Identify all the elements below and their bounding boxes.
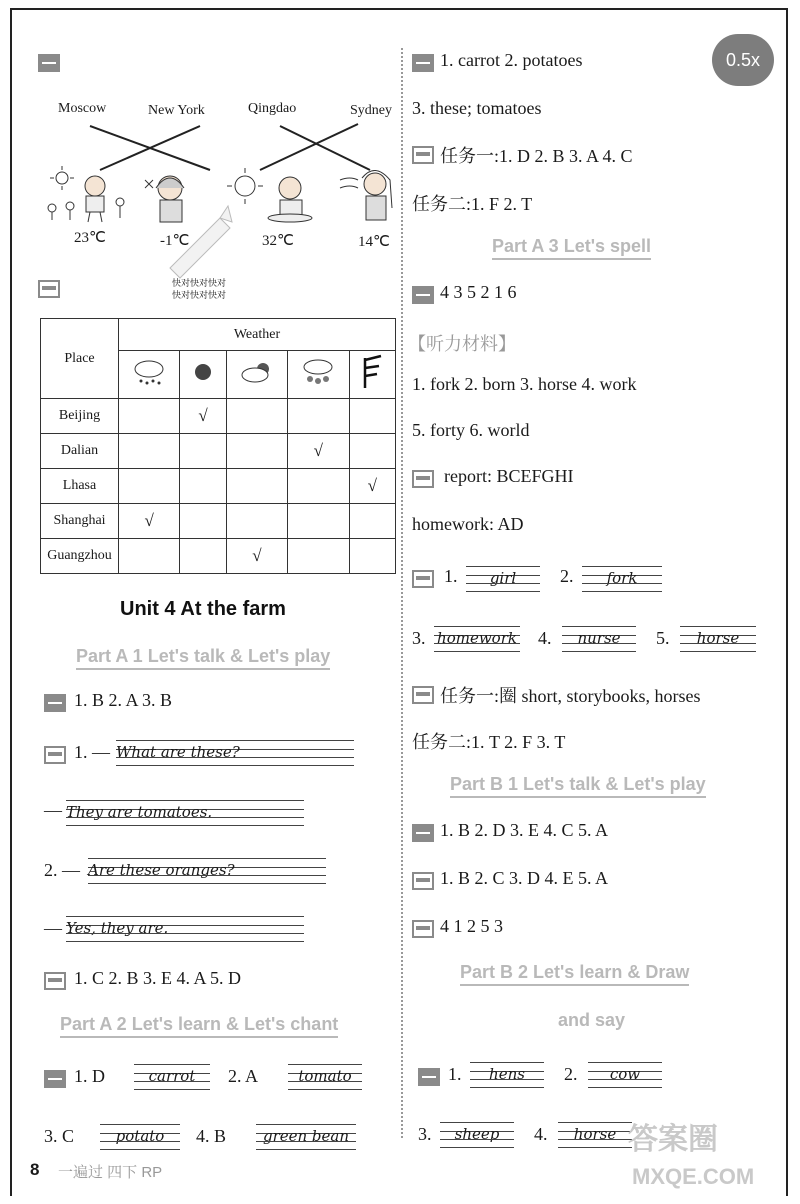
dash: — xyxy=(44,918,62,938)
check-cell xyxy=(349,539,395,574)
question-number: 1. — xyxy=(74,742,110,762)
handwriting-line xyxy=(288,1064,362,1090)
table-row xyxy=(41,469,396,504)
column-divider xyxy=(401,48,403,1138)
check-cell xyxy=(119,539,180,574)
section-4-icon xyxy=(412,686,434,704)
handwriting-line xyxy=(470,1062,544,1088)
section-1-icon xyxy=(412,824,434,842)
table-row xyxy=(41,539,396,574)
handwriting-line xyxy=(466,566,540,592)
check-cell: √ xyxy=(288,434,349,469)
watermark-site: MXQE.COM xyxy=(632,1164,755,1189)
check-cell xyxy=(288,504,349,539)
unit-title: Unit 4 At the farm xyxy=(120,598,286,620)
handwriting-line xyxy=(440,1122,514,1148)
check-cell xyxy=(226,504,287,539)
weather-header: Weather xyxy=(119,319,396,351)
answer-line: 任务一:圈 short, storybooks, horses xyxy=(440,686,701,706)
answer-line: 1. C 2. B 3. E 4. A 5. D xyxy=(74,968,242,988)
check-cell xyxy=(180,539,226,574)
answer-line: report: BCEFGHI xyxy=(444,466,574,486)
part-a1-heading: Part A 1 Let's talk & Let's play xyxy=(76,646,330,670)
handwriting-line xyxy=(434,626,520,652)
sunny-icon xyxy=(180,351,226,399)
check-cell xyxy=(180,434,226,469)
handwriting-line xyxy=(558,1122,632,1148)
match-line xyxy=(100,126,200,170)
check-cell xyxy=(288,469,349,504)
sun-icon xyxy=(227,168,263,204)
answer-number: 4. B xyxy=(196,1126,227,1146)
handwritten-answer: tomato xyxy=(298,1067,352,1085)
answer-line: 4 1 2 5 3 xyxy=(440,916,503,936)
answer-line: 1. B 2. C 3. D 4. E 5. A xyxy=(440,868,609,888)
city-label: Qingdao xyxy=(248,101,297,116)
part-a3-heading: Part A 3 Let's spell xyxy=(492,236,651,260)
snowflake-icon xyxy=(145,180,153,188)
place-cell: Shanghai xyxy=(41,504,119,539)
handwriting-line xyxy=(562,626,636,652)
section-2-icon xyxy=(412,872,434,890)
section-1-icon xyxy=(412,286,434,304)
temperature-label: 14℃ xyxy=(358,234,390,250)
part-b2-heading: Part B 2 Let's learn & Draw xyxy=(460,962,689,986)
answer-number: 3. xyxy=(412,628,426,648)
handwritten-answer: homework xyxy=(437,629,517,647)
section-1-icon xyxy=(44,1070,66,1088)
question-number: 2. — xyxy=(44,860,80,880)
handwritten-answer: cow xyxy=(609,1065,641,1083)
handwriting-line xyxy=(256,1124,356,1150)
weather-table xyxy=(40,318,396,574)
check-cell: √ xyxy=(119,504,180,539)
page-number: 8 xyxy=(30,1160,40,1179)
handwritten-answer: potato xyxy=(115,1127,165,1145)
check-cell xyxy=(119,434,180,469)
place-cell: Lhasa xyxy=(41,469,119,504)
answer-line: 5. forty 6. world xyxy=(412,420,530,440)
place-header: Place xyxy=(41,319,119,399)
table-row xyxy=(41,399,396,434)
snowy-icon xyxy=(288,351,349,399)
handwritten-answer: horse xyxy=(696,629,740,647)
handwriting-line xyxy=(680,626,756,652)
stamp-text: 快对快对快对 xyxy=(172,278,227,288)
handwritten-answer: green bean xyxy=(262,1127,350,1145)
answer-number: 3. C xyxy=(44,1126,75,1146)
temperature-label: 32℃ xyxy=(262,233,294,249)
handwritten-answer: Yes, they are. xyxy=(66,919,169,937)
section-3-icon xyxy=(44,972,66,990)
handwritten-answer: hens xyxy=(489,1065,525,1083)
windy-child-figure xyxy=(362,170,392,220)
matching-illustration xyxy=(40,118,400,298)
answer-line: 4 3 5 2 1 6 xyxy=(440,282,517,302)
check-cell xyxy=(180,504,226,539)
handwriting-line xyxy=(134,1064,210,1090)
handwritten-answer: fork xyxy=(606,569,638,587)
place-cell: Dalian xyxy=(41,434,119,469)
handwritten-answer: Are these oranges? xyxy=(88,861,235,879)
listening-material-label: 【听力材料】 xyxy=(408,334,516,354)
windy-icon xyxy=(349,351,395,399)
answer-line: 3. these; tomatoes xyxy=(412,98,542,118)
answer-number: 2. xyxy=(564,1064,578,1084)
answer-line: homework: AD xyxy=(412,514,524,534)
city-label: Moscow xyxy=(58,101,107,116)
winter-child-figure xyxy=(156,176,184,222)
city-label: Sydney xyxy=(350,103,392,118)
section-2-icon xyxy=(412,470,434,488)
section-4-icon xyxy=(412,146,434,164)
handwriting-line xyxy=(88,858,326,884)
answer-line: 任务二:1. F 2. T xyxy=(412,194,533,214)
table-row xyxy=(41,434,396,469)
check-cell xyxy=(226,399,287,434)
handwritten-answer: What are these? xyxy=(116,743,240,761)
rainy-icon xyxy=(119,351,180,399)
answer-line: 1. B 2. D 3. E 4. C 5. A xyxy=(440,820,609,840)
section-2-icon xyxy=(44,746,66,764)
section-3-icon xyxy=(412,570,434,588)
section-3-icon xyxy=(38,54,60,72)
match-line xyxy=(260,124,358,170)
cloudy-icon xyxy=(226,351,287,399)
handwriting-line xyxy=(588,1062,662,1088)
temperature-label: -1℃ xyxy=(160,233,190,249)
city-label: New York xyxy=(148,103,205,118)
table-row xyxy=(41,504,396,539)
answer-number: 1. xyxy=(444,566,458,586)
watermark-brand: 答案圈 xyxy=(628,1123,718,1156)
answer-number: 1. xyxy=(448,1064,462,1084)
footer-brand: 一遍过 四下 RP xyxy=(58,1164,163,1181)
part-a2-heading: Part A 2 Let's learn & Let's chant xyxy=(60,1014,338,1038)
handwriting-line xyxy=(100,1124,180,1150)
handwriting-line xyxy=(66,916,304,942)
handwriting-line xyxy=(116,740,354,766)
place-cell: Beijing xyxy=(41,399,119,434)
temperature-label: 23℃ xyxy=(74,230,106,246)
answer-number: 4. xyxy=(538,628,552,648)
section-4-icon xyxy=(38,280,60,298)
answer-number: 2. A xyxy=(228,1066,259,1086)
check-cell xyxy=(119,399,180,434)
check-cell xyxy=(288,539,349,574)
handwritten-answer: girl xyxy=(489,569,517,587)
section-1-icon xyxy=(418,1068,440,1086)
section-3-icon xyxy=(412,920,434,938)
answer-number: 3. xyxy=(418,1124,432,1144)
weather-table-body xyxy=(41,399,396,574)
answer-number: 4. xyxy=(534,1124,548,1144)
place-cell: Guangzhou xyxy=(41,539,119,574)
check-cell: √ xyxy=(226,539,287,574)
dash: — xyxy=(44,800,62,820)
check-cell xyxy=(288,399,349,434)
match-line xyxy=(280,126,370,170)
child-figure xyxy=(85,176,105,222)
part-b2-heading-cont: and say xyxy=(558,1010,626,1030)
check-cell: √ xyxy=(349,469,395,504)
check-cell xyxy=(226,434,287,469)
answer-line: 1. B 2. A 3. B xyxy=(74,690,173,710)
answer-number: 1. D xyxy=(74,1066,105,1086)
check-cell xyxy=(349,504,395,539)
check-cell xyxy=(349,399,395,434)
part-b1-heading: Part B 1 Let's talk & Let's play xyxy=(450,774,706,798)
check-cell xyxy=(119,469,180,504)
zoom-level-badge[interactable]: 0.5x xyxy=(712,34,774,86)
wind-icon xyxy=(340,178,358,188)
sun-icon xyxy=(50,166,74,190)
answer-number: 5. xyxy=(656,628,670,648)
answer-line: 1. fork 2. born 3. horse 4. work xyxy=(412,374,637,394)
check-cell xyxy=(349,434,395,469)
handwritten-answer: horse xyxy=(573,1125,617,1143)
section-1-icon xyxy=(44,694,66,712)
handwritten-answer: sheep xyxy=(454,1125,500,1143)
summer-child-figure xyxy=(268,177,312,222)
answer-line: 1. carrot 2. potatoes xyxy=(440,50,583,70)
handwritten-answer: carrot xyxy=(148,1067,196,1085)
check-cell xyxy=(180,469,226,504)
handwriting-line xyxy=(66,800,304,826)
answer-line: 任务二:1. T 2. F 3. T xyxy=(412,732,566,752)
check-cell xyxy=(226,469,287,504)
check-cell: √ xyxy=(180,399,226,434)
handwritten-answer: nurse xyxy=(577,629,621,647)
handwritten-answer: They are tomatoes. xyxy=(66,803,213,821)
stamp-text: 快对快对快对 xyxy=(172,290,227,300)
handwriting-line xyxy=(582,566,662,592)
section-3-icon xyxy=(412,54,434,72)
answer-line: 任务一:1. D 2. B 3. A 4. C xyxy=(440,146,633,166)
answer-number: 2. xyxy=(560,566,574,586)
